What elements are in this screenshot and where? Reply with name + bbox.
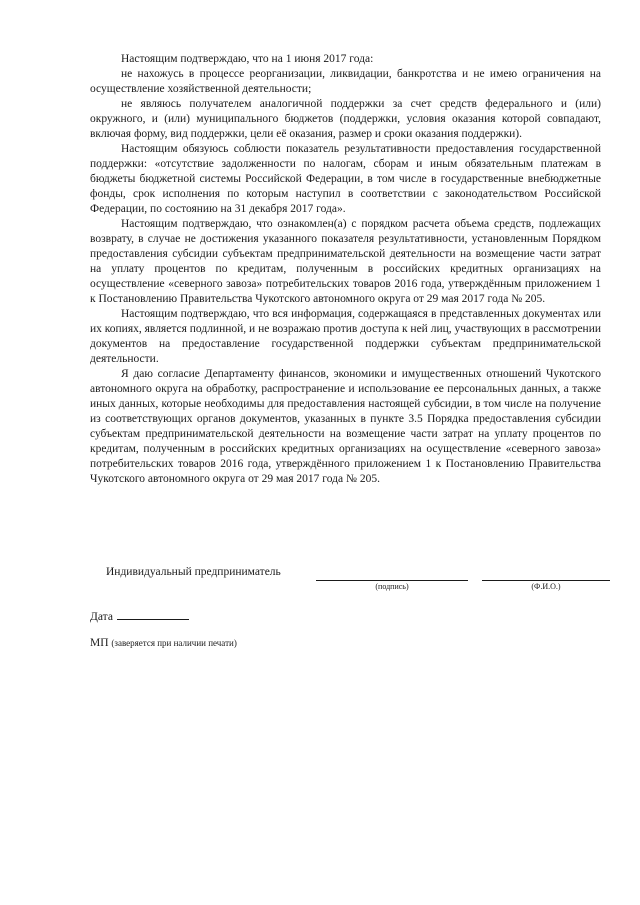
paragraph-information-authenticity: Настоящим подтверждаю, что вся информация, содержащаяся в представленных документах или их копиях, является подлинной, и не возражаю против доступа к ней лиц, участвующих в рассмотрении документов на предоставление государственной поддержки субъектам предпринимательской деятельности.	[90, 308, 602, 365]
signature-block	[90, 566, 610, 596]
paragraph-data-consent: Я даю согласие Департаменту финансов, экономики и имущественных отношений Чукотского автономного округа на обработку, распространение и использование ее персональных данных, а также иных данных, которые необходимы для предоставления настоящей субсидии, в том числе на получение из соответствующих органов документов, указанных в пункте 3.5 Порядка предоставления субсидии субъектам предпринимательской деятельности на возмещение части затрат на уплату процентов по кредитам, полученным в российских кредитных организациях на осуществление «северного завоза» потребительских товаров 2016 года, утверждённого приложением 1 к Постановлению Правительства Чукотского автономного округа от 29 мая 2017 года № 205.	[90, 368, 601, 485]
paragraph-intro: Настоящим подтверждаю, что на 1 июня 2017 года:	[121, 53, 374, 65]
signature-caption: (подпись)	[375, 582, 409, 591]
full-name-caption: (Ф.И.О.)	[531, 582, 561, 591]
date-field[interactable]	[117, 609, 189, 620]
full-name-line[interactable]	[482, 580, 610, 581]
declaration-text	[90, 52, 601, 487]
paragraph-no-similar-support: не являюсь получателем аналогичной поддержки за счет средств федерального и (или) окружного, и (или) муниципального бюджетов (поддержки, условия оказания которой совпадают, включая форму, вид поддержки, цели её оказания, размер и сроки оказания поддержки).	[90, 98, 601, 140]
signature-line[interactable]	[316, 580, 468, 581]
stamp-note: (заверяется при наличии печати)	[111, 638, 237, 648]
paragraph-no-reorganization: не нахожусь в процессе реорганизации, ликвидации, банкротства и не имею ограничения на осуществление хозяйственной деятельности;	[90, 68, 601, 95]
stamp-block	[90, 637, 237, 649]
paragraph-performance-indicator: Настоящим обязуюсь соблюсти показатель результативности предоставления государственной поддержки: «отсутствие задолженности по налогам, сборам и иным обязательным платежам в бюджеты бюджетной системы Российской Федерации, в том числе в государственные внебюджетные фонды, срок исполнения по которым наступил в соответствии с законодательством Российской Федерации, по состоянию на 31 декабря 2017 года».	[90, 143, 601, 215]
date-label: Дата	[90, 611, 113, 623]
stamp-label: МП	[90, 637, 109, 649]
date-block	[90, 609, 189, 623]
signature-label: Индивидуальный предприниматель	[106, 566, 281, 578]
paragraph-refund-procedure: Настоящим подтверждаю, что ознакомлен(а) с порядком расчета объема средств, подлежащих возврату, в случае не достижения указанного показателя результативности, установленным Порядком предоставления субсидии субъектам предпринимательской деятельности на возмещение части затрат на уплату процентов по кредитам, полученным в российских кредитных организациях на осуществление «северного завоза» потребительских товаров 2016 года, утверждённым приложением 1 к Постановлению Правительства Чукотского автономного округа от 29 мая 2017 года № 205.	[90, 218, 601, 305]
